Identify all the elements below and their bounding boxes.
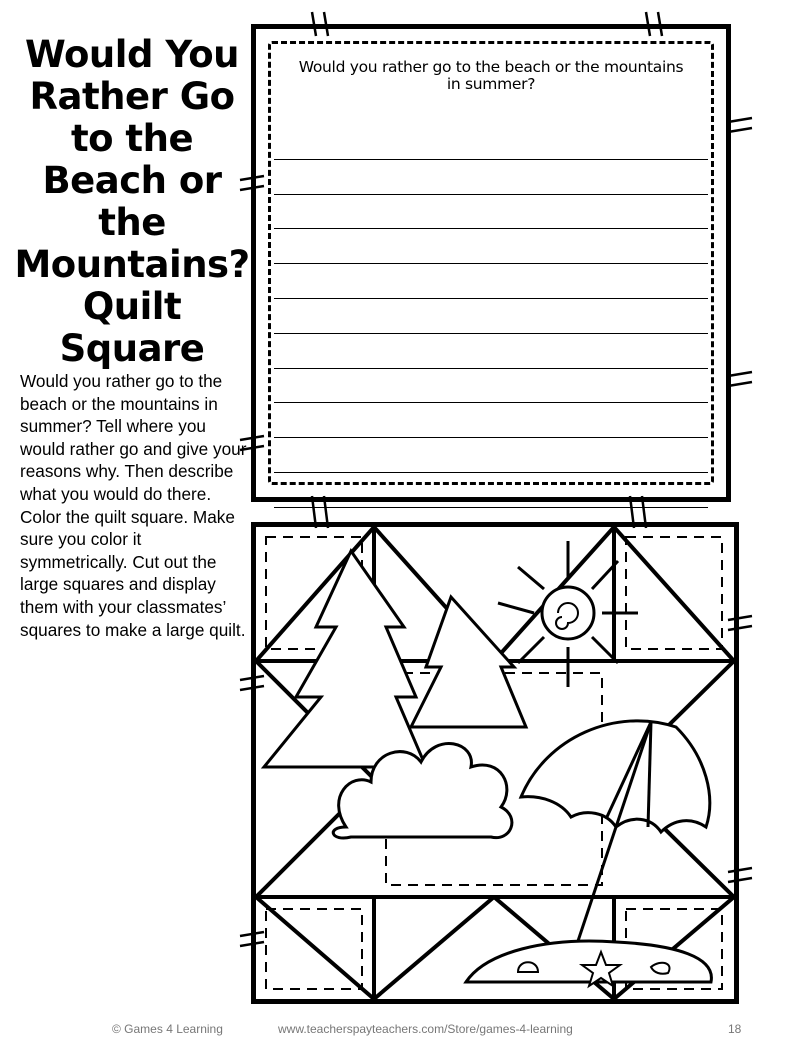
footer-page-number: 18 bbox=[728, 1022, 742, 1036]
title-line: the bbox=[98, 201, 166, 244]
writing-prompt: Would you rather go to the beach or the mountains in summer? bbox=[298, 58, 684, 93]
title-line: Quilt bbox=[82, 285, 182, 328]
title-line: to the bbox=[70, 117, 194, 160]
title-line: Mountains? bbox=[14, 243, 250, 286]
title-line: Rather Go bbox=[29, 75, 235, 118]
footer-url[interactable]: www.teacherspayteachers.com/Store/games-4-learning bbox=[278, 1022, 573, 1036]
footer-copyright: © Games 4 Learning bbox=[112, 1022, 223, 1036]
title-line: Would You bbox=[25, 33, 239, 76]
title-line: Square bbox=[59, 327, 205, 370]
instructions-text: Would you rather go to the beach or the mountains in summer? Tell where you would rather go and give your reasons why. Then describe what you would do there. Color the quilt square. Make sure you color it symmetrically. Cut out the large squares and display them with your classmates’ squares to make a large quilt. bbox=[20, 371, 247, 640]
title-line: Beach or bbox=[42, 159, 222, 202]
